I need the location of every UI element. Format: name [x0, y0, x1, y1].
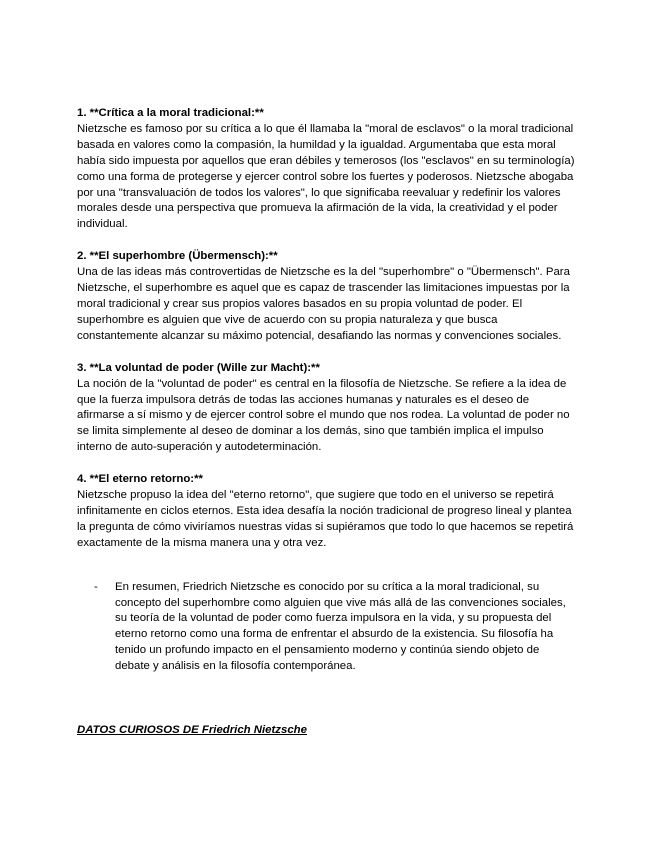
- section-body: Nietzsche propuso la idea del "eterno retorno", que sugiere que todo en el universo se repetirá infinitamente en ciclos eternos. Esta idea desafía la noción tradicional de progreso lineal y plantea la pregunta de cómo viviríamos nuestras vidas si supiéramos que todo lo que hacemos se repetirá exactamente de la misma manera una y otra vez.: [77, 489, 574, 549]
- document-page: [77, 106, 577, 739]
- section-eterno-retorno: [77, 472, 577, 552]
- section-heading: 1. **Crítica a la moral tradicional:**: [77, 107, 264, 119]
- section-heading: 3. **La voluntad de poder (Wille zur Macht):**: [77, 361, 320, 374]
- section-body: Una de las ideas más controvertidas de Nietzsche es la del "superhombre" o "Übermensch". Para Nietzsche, el superhombre es aquel que es capaz de trascender las limitaciones impuestas por la moral tradicional y crear sus propios valores basados en su propia voluntad de poder. El superhombre es alguien que vive de acuerdo con su propia naturaleza y que busca constantemente alcanzar su máximo potencial, desafiando las normas y convenciones sociales.: [77, 266, 570, 342]
- bullet-dash: -: [94, 580, 98, 593]
- section-heading: 4. **El eterno retorno:**: [77, 473, 203, 486]
- summary-text: En resumen, Friedrich Nietzsche es conocido por su crítica a la moral tradicional, su concepto del superhombre como alguien que vive más allá de las convenciones sociales, su teoría de la voluntad de poder como fuerza impulsora en la vida, y su propuesta del eterno retorno como una forma de enfrentar el absurdo de la existencia. Su filosofía ha tenido un profundo impacto en el pensamiento moderno y continúa siendo objeto de debate y análisis en la filosofía contemporánea.: [115, 580, 566, 673]
- section-superhombre: [77, 249, 577, 344]
- summary-list-item: [77, 580, 577, 675]
- section-body: La noción de la "voluntad de poder" es central en la filosofía de Nietzsche. Se refiere a la idea de que la fuerza impulsora detrás de todas las acciones humanas y naturales es el deseo de afirmarse a sí mismo y de ejercer control sobre el mundo que nos rodea. La voluntad de poder no se limita simplemente al deseo de dominar a los demás, sino que también implica el impulso interno de auto-superación y autodeterminación.: [77, 377, 570, 454]
- curious-facts-heading: DATOS CURIOSOS DE Friedrich Nietzsche: [77, 724, 307, 737]
- section-moral-critique: [77, 106, 577, 233]
- section-body: Nietzsche es famoso por su crítica a lo que él llamaba la "moral de esclavos" o la moral tradicional basada en valores como la compasión, la humildad y la igualdad. Argumentaba que esta moral había sido impuesta por aquellos que eran débiles y temerosos (los "esclavos" en su terminología) como una forma de protegerse y ejercer control sobre los fuertes y poderosos. Nietzsche abogaba por una "transvaluación de todos los valores", lo que significaba reevaluar y redefinir los valores morales desde una perspectiva que promueva la afirmación de la vida, la creatividad y el poder individual.: [77, 122, 575, 231]
- section-heading: 2. **El superhombre (Übermensch):**: [77, 250, 278, 263]
- section-voluntad-de-poder: [77, 361, 577, 456]
